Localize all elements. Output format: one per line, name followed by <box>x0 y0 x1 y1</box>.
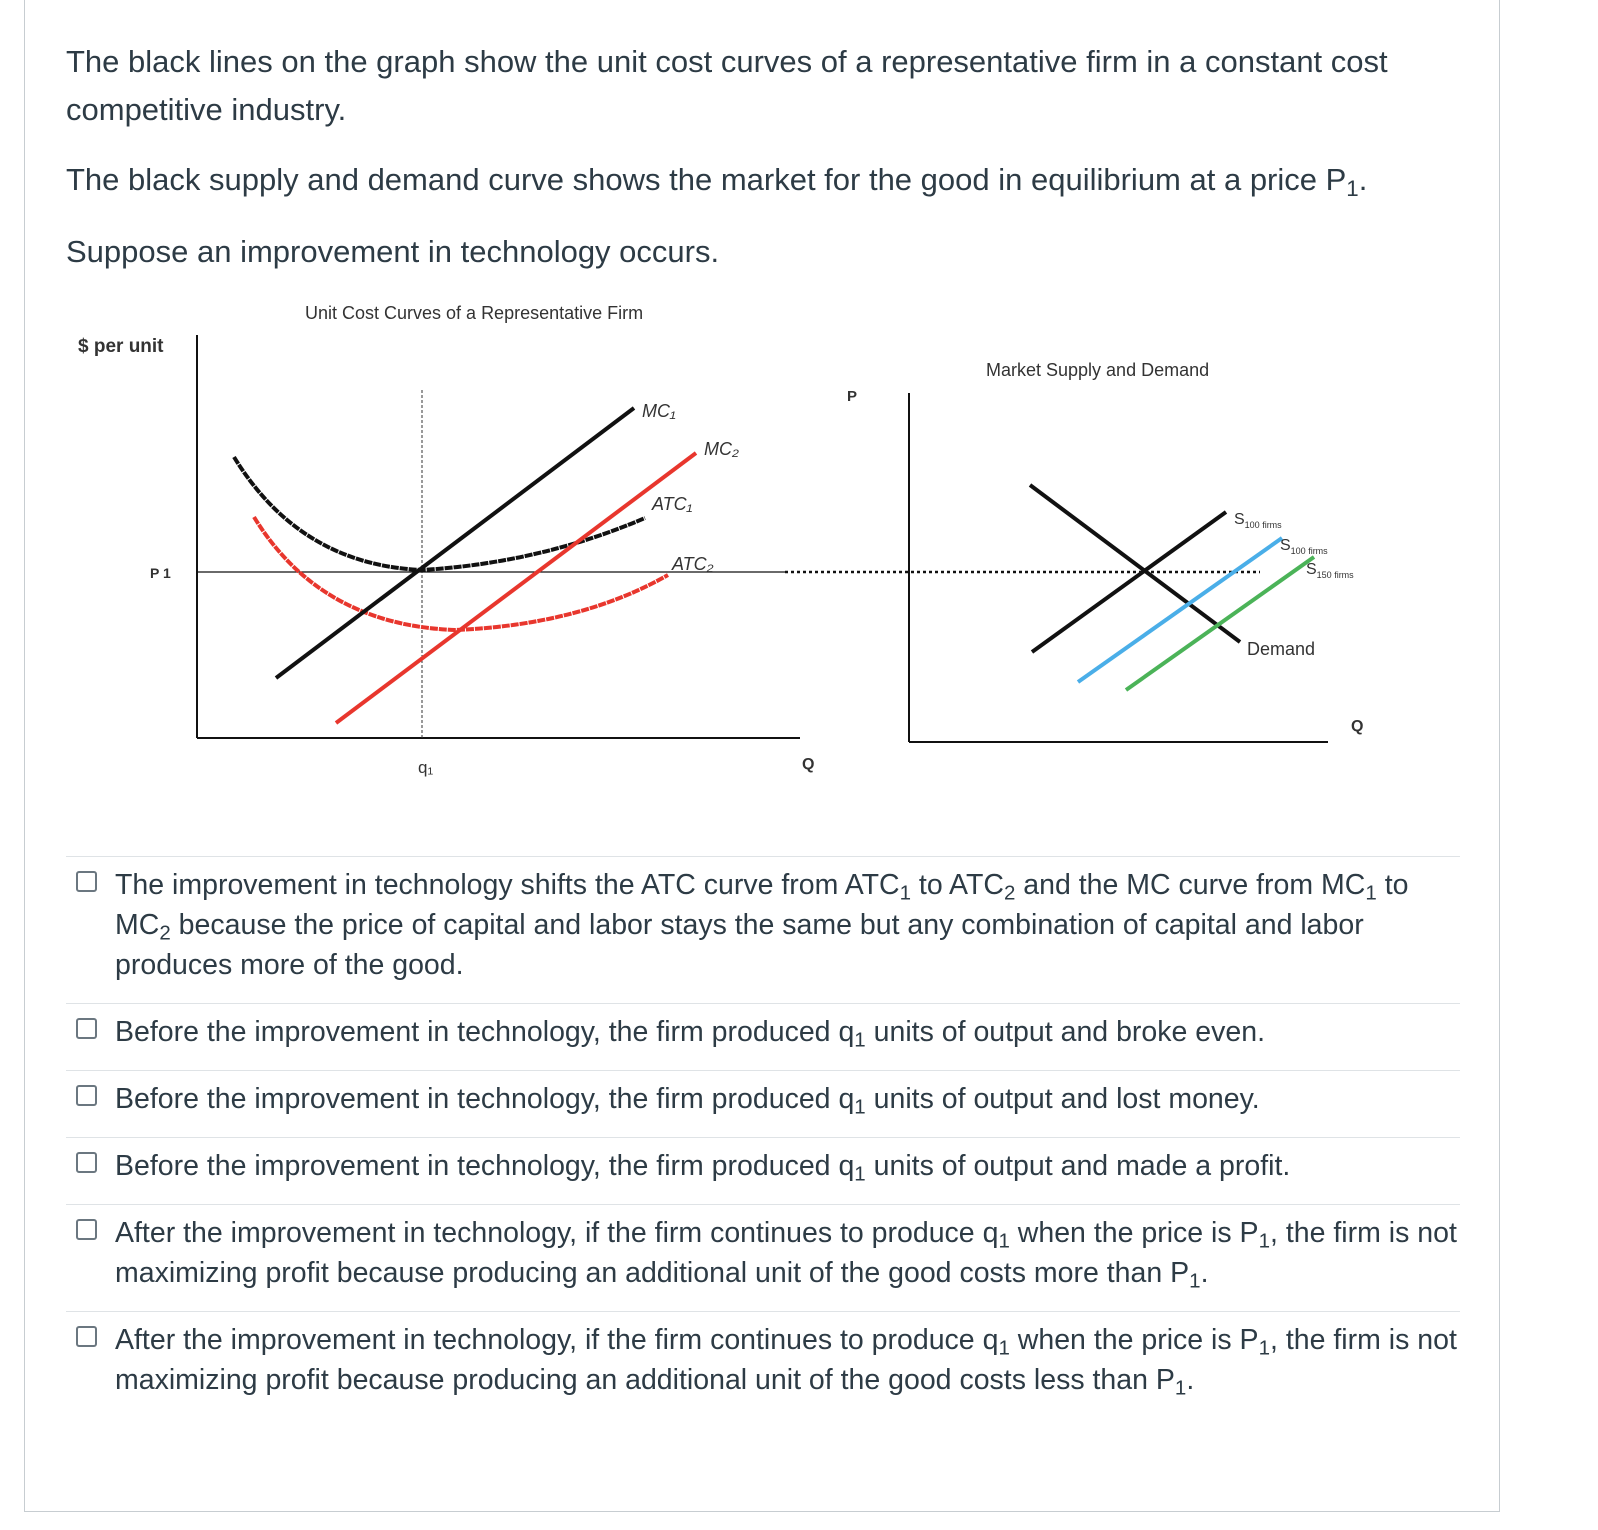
option-2-text: Before the improvement in technology, the firm produced $q_1$ units of output and broke even. <box>115 1016 1265 1052</box>
option-1-text: The improvement in technology shifts the ATC curve from $ATC_1$ to $ATC_2$ and the MC curve from $MC_1$ to $MC_2$ because the price of capital and labor stays the same but any combination of capital and labor produces more of the good. <box>115 869 1409 981</box>
para2-text: The black supply and demand curve shows the market for the good in equilibrium at a price P <box>66 162 1347 197</box>
option-2-checkbox[interactable] <box>76 1018 97 1039</box>
option-2[interactable] <box>66 1003 1460 1070</box>
option-1-checkbox[interactable] <box>76 871 97 892</box>
market-graph-title: Market Supply and Demand <box>986 360 1210 380</box>
supply-s100-original <box>1032 512 1226 652</box>
option-1[interactable] <box>66 856 1460 1003</box>
mc2-label: MC₂ <box>704 439 739 459</box>
firm-y-axis-label: $ per unit <box>78 336 164 357</box>
option-3-checkbox[interactable] <box>76 1085 97 1106</box>
market-x-axis-label: Q <box>1351 718 1364 735</box>
option-5-text: After the improvement in technology, if the firm continues to produce $q_1$ when the price is $P_1$, the firm is not maximizing profit because producing an additional unit of the good costs more than $P_1$. <box>115 1217 1457 1293</box>
para2-end: . <box>1358 162 1368 197</box>
question-paragraph-2 <box>66 156 1446 204</box>
q1-label: q₁ <box>418 758 434 777</box>
price-p1-label: P 1 <box>150 565 171 581</box>
option-4-checkbox[interactable] <box>76 1152 97 1173</box>
option-3[interactable] <box>66 1070 1460 1137</box>
option-3-text: Before the improvement in technology, the firm produced $q_1$ units of output and lost money. <box>115 1083 1260 1119</box>
option-6[interactable] <box>66 1311 1460 1418</box>
option-5-checkbox[interactable] <box>76 1219 97 1240</box>
answer-options <box>66 856 1460 1418</box>
option-6-checkbox[interactable] <box>76 1326 97 1347</box>
supply-s100-shifted <box>1078 538 1282 682</box>
atc1-label: ATC₁ <box>652 494 693 514</box>
s100-label-2: $S_{100 firms}$ <box>1280 537 1328 556</box>
question-paragraph-1: The black lines on the graph show the unit cost curves of a representative firm in a constant cost competitive industry. <box>66 44 1388 127</box>
firm-x-axis-label: Q <box>802 756 815 773</box>
mc1-label: MC₁ <box>642 401 676 421</box>
question-paragraph-3: Suppose an improvement in technology occurs. <box>66 234 720 269</box>
option-4-text: Before the improvement in technology, the firm produced $q_1$ units of output and made a profit. <box>115 1150 1291 1186</box>
demand-curve <box>1030 485 1240 642</box>
firm-graph-title: Unit Cost Curves of a Representative Firm <box>305 303 644 323</box>
demand-label: Demand <box>1247 639 1316 659</box>
option-5[interactable] <box>66 1204 1460 1311</box>
s150-label: $S_{150 firms}$ <box>1306 561 1354 580</box>
cost-and-market-graph <box>60 295 1450 825</box>
atc2-label: ATC₂ <box>672 554 714 574</box>
s100-label-1: $S_{100 firms}$ <box>1234 511 1282 530</box>
option-4[interactable] <box>66 1137 1460 1204</box>
para2-subscript: 1 <box>1346 176 1359 202</box>
market-y-axis-label: P <box>847 388 858 405</box>
option-6-text: After the improvement in technology, if the firm continues to produce $q_1$ when the price is $P_1$, the firm is not maximizing profit because producing an additional unit of the good costs less than $P_1$. <box>115 1324 1457 1400</box>
